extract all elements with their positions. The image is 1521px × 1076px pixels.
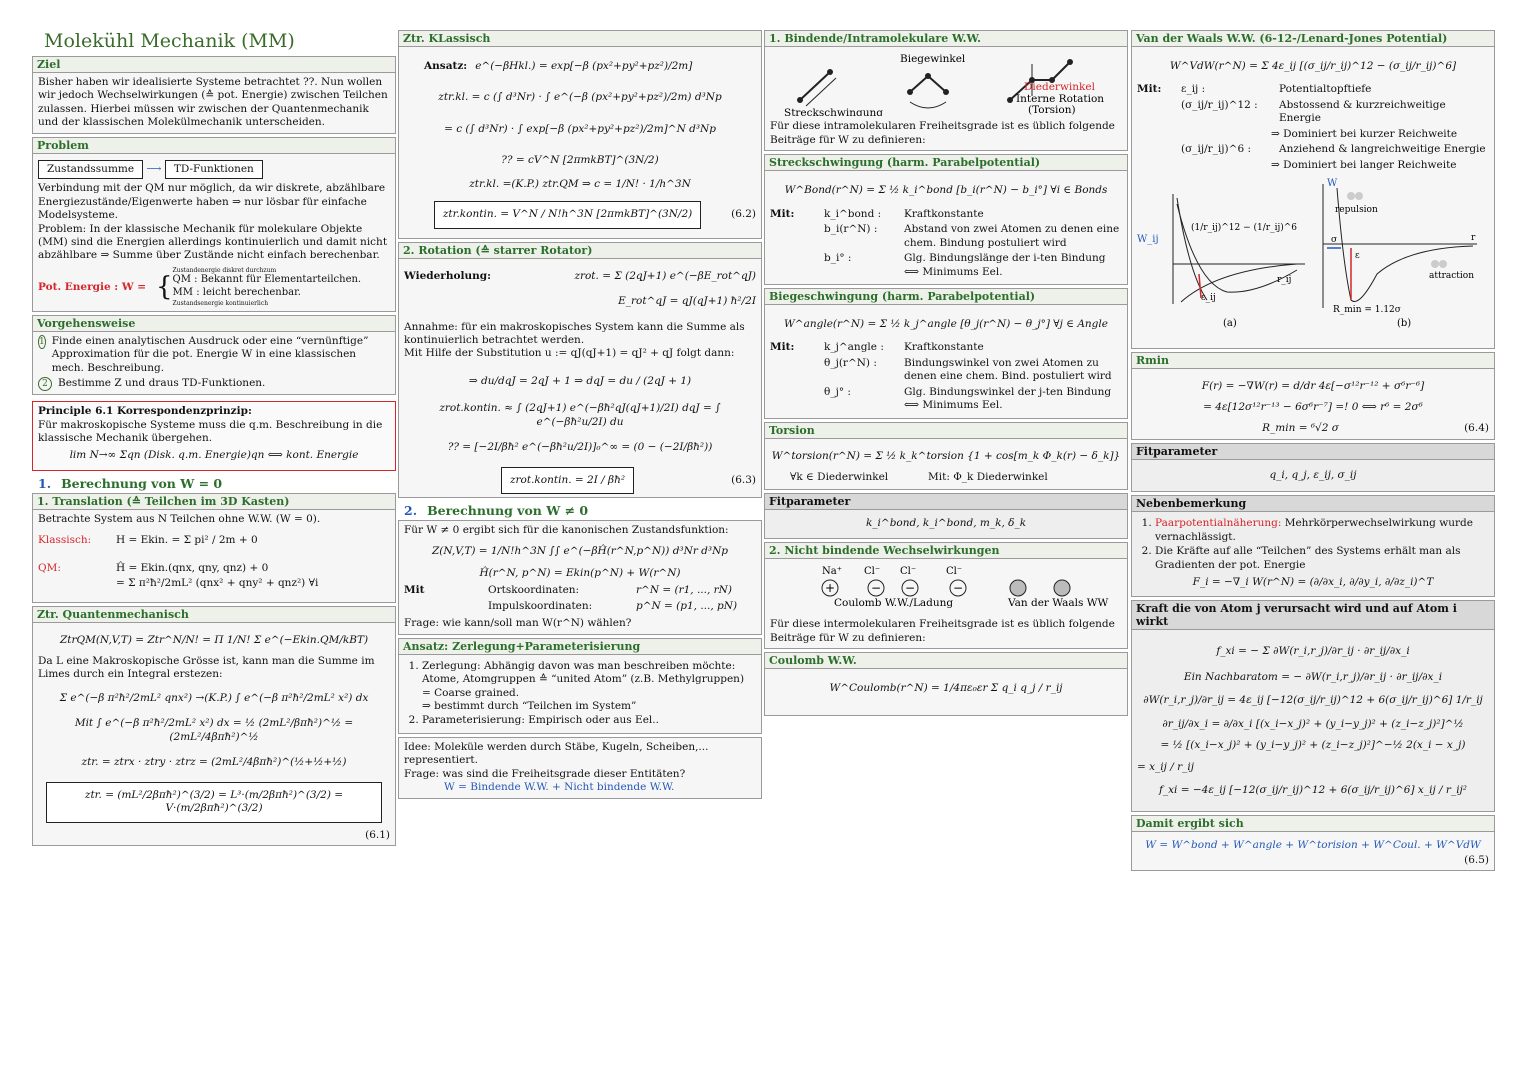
kraft-eq-6: = x_ij / r_ij [1137,760,1195,773]
plot-b-sigma-label: σ [1331,235,1338,246]
torsion-eq: W^torsion(r^N) = Σ ½ k_k^torsion {1 + cos[m_k Φ_k(r) − δ_k]} [771,449,1121,462]
plot-b [1323,178,1477,329]
plot-b-attraction-label: attraction [1429,271,1475,282]
w-nonzero-text: Für W ≠ 0 ergibt sich für die kanonischen Zustandsfunktion: [404,524,729,536]
vorg-step-1: Finde einen analytischen Ausdruck oder eine “vernünftige” Approximation für die pot. Energie W in eine klassischen mech. Beschreibung. [51,334,369,374]
fitparameter-3-eq: k_i^bond, k_i^bond, m_k, δ_k [865,517,1027,530]
streck-mit: Mit: [770,207,795,220]
mit-label: Mit [404,584,425,597]
kraft-eq-1: f_xi = − Σ ∂W(r_i,r_j)/∂r_ij · ∂r_ij/∂x_i [1216,645,1410,658]
torsion-forall: ∀k ∈ Diederwinkel [790,471,889,483]
stretch-diagram [797,69,836,106]
biege-k-label: k_j^angle : [824,341,884,354]
annahme-text: Annahme: für ein makroskopisches System kann die Summe als kontinuierlich betrachtet werden. [404,320,745,346]
kraft-eq-2: Ein Nachbaratom = − ∂W(r_i,r_j)/∂r_ij · ∂r_ij/∂x_i [1183,670,1443,683]
bindende-box [764,30,1128,151]
intern-rot-label: Interne Rotation [1016,93,1105,105]
torsion-header: Torsion [765,423,1127,439]
rmin-box [1131,352,1495,440]
cl-label-2: Cl⁻ [900,565,917,577]
plot-a-w-label: W_ij [1137,234,1159,246]
damit-eq: W = W^bond + W^angle + W^torision + W^Coul. + W^VdW [1145,838,1481,851]
td-funktionen-box: TD-Funktionen [165,160,263,179]
biege-header: Biegeschwingung (harm. Parabelpotential) [765,289,1127,305]
klassisch-label: Klassisch: [38,534,92,547]
vdw-header: Van der Waals W.W. (6-12-/Lenard-Jones Potential) [1132,31,1494,47]
pot-mm: MM : leicht berechenbar. [172,287,301,299]
s12-label: (σ_ij/r_ij)^12 : [1181,98,1258,111]
equation-number-6-1: (6.1) [365,828,390,841]
column-4 [1131,30,1495,874]
principle-text: Für makroskopische Systeme muss die q.m. Beschreibung in die klassische Mechanik übergehen. [38,418,383,444]
klassisch-eq: H = Ekin. = Σ pi² / 2m + 0 [116,534,258,547]
translation-text: Betrachte System aus N Teilchen ohne W.W. (W = 0). [38,512,321,525]
kraft-eq-3: ∂W(r_i,r_j)/∂r_ij = 4ε_ij [−12(σ_ij/r_ij)^12 + 6(σ_ij/r_ij)^6] 1/r_ij [1143,694,1483,707]
step-2-icon: 2 [38,377,52,391]
biegewinkel-label: Biegewinkel [900,53,966,65]
ztr-qm-eq: ZtrQM(N,V,T) = Ztr^N/N! = Π 1/N! Σ e^(−Ekin.QM/kBT) [59,633,369,646]
ztr-klassisch-box [398,30,762,239]
rmin-eq-1: F(r) = −∇W(r) = d/dr 4ε[−σ¹²r⁻¹² + σ⁶r⁻⁶] [1201,379,1425,392]
torsion-box [764,422,1128,491]
pot-qm: QM : Bekannt für Elementarteilchen. [172,274,362,286]
column-2 [398,30,762,802]
kraft-eq-4: ∂r_ij/∂x_i = ∂/∂x_i [(x_i−x_j)² + (y_i−y_j)² + (z_i−z_j)²]^½ [1162,717,1464,730]
s12-text-2: ⇒ Dominiert bei kurzer Reichweite [1271,127,1458,140]
qm-eq-2: = Σ π²ħ²/2mL² (qnx² + qny² + qnz²) ∀i [116,577,319,590]
biege-eq: W^angle(r^N) = Σ ½ k_j^angle [θ_j(r^N) − θ_j°] ∀j ∈ Angle [784,317,1108,330]
problem-box [32,137,396,312]
streck-eq: W^Bond(r^N) = Σ ½ k_i^bond [b_i(r^N) − b_i°] ∀i ∈ Bonds [784,184,1108,197]
column-1 [32,56,396,849]
ztr-qm-eq-4: ztr. = ztrx · ztry · ztrz = (2mL²/4βπħ²)^(½+½+½) [81,756,347,769]
streck-label: Streckschwingung [784,107,883,116]
streck-header: Streckschwingung (harm. Parabelpotential) [765,155,1127,171]
page-title: Molekühl Mechanik (MM) [44,30,295,52]
dieder-label: Diederwinkel [1024,81,1095,93]
kraft-eq-5: = ½ [(x_i−x_j)² + (y_i−y_j)² + (z_i−z_j)²]^−½ 2(x_i − x_j) [1160,739,1466,752]
vdw-ww-label: Van der Waals WW [1008,596,1109,609]
zkl-eq-4: ztr.kl. =(K.P.) ztr.QM ⇒ c = 1/N! · 1/h^3N [469,177,691,190]
streck-b0-text: Glg. Bindungslänge der i-ten Bindung ⟺ Minimums Eel. [904,252,1106,278]
vdw-mit: Mit: [1137,83,1162,96]
coulomb-eq: W^Coulomb(r^N) = 1/4πε₀εr Σ q_i q_j / r_ij [829,682,1063,695]
equation-number-6-4: (6.4) [1464,422,1489,435]
damit-header: Damit ergibt sich [1132,816,1494,832]
arrow-icon: ⟶ [146,162,162,175]
coulomb-box [764,652,1128,715]
fitparameter-4-eq: q_i, q_j, ε_ij, σ_ij [1269,468,1357,481]
s12-text: Abstossend & kurzreichweitige Energie [1279,98,1446,125]
w-nonzero-eq-1: Z(N,V,T) = 1/N!h^3N ∫∫ e^(−βĤ(r^N,p^N)) d³Nr d³Np [431,545,729,558]
frage-2-answer: W = Bindende W.W. + Nicht bindende W.W. [444,781,675,794]
zerlegung-item-1: 1. Zerlegung: Abhängig davon was man beschreiben möchte: Atome, Atomgruppen ≙ “united Atom” (z.B. Methylgruppen) = Coarse grained. ⇒ bestimmt durch “Teilchen im System” [422,660,756,714]
vdw-box [1131,30,1495,349]
nebenbemerkung-header: Nebenbemerkung [1132,496,1494,512]
zkl-result-box: ztr.kontin. = V^N / N!h^3N [2πmkBT]^(3N/2) [434,201,701,228]
w-nonzero-eq-2: Ĥ(r^N, p^N) = Ekin(p^N) + W(r^N) [479,566,681,579]
plot-b-rmin-label: R_min = 1.12σ [1333,305,1401,316]
w-nonzero-box [398,520,762,635]
streck-k-text: Kraftkonstante [904,207,984,220]
torsion-paren-label: (Torsion) [1028,104,1076,116]
streck-b-text: Abstand von zwei Atomen zu denen eine chem. Bindung postuliert wird [904,223,1120,249]
ztr-qm-header: Ztr. Quantenmechanisch [33,607,395,623]
damit-box [1131,815,1495,872]
qm-label: QM: [38,561,61,574]
bond-diagram [770,50,1122,116]
rot-eq-5: ?? = [−2I/βħ² e^(−βħ²u/2I)]₀^∞ = (0 − (−2I/βħ²)) [447,441,713,454]
plot-a-formula: (1/r_ij)^12 − (1/r_ij)^6 [1191,223,1298,234]
zkl-eq-1: ztr.kl. = c (∫ d³Nr) · ∫ e^(−β (px²+py²+pz²)/2m) d³Np [438,91,722,104]
biege-theta-text: Bindungswinkel von zwei Atomen zu denen eine chem. Bind. postuliert wird [904,356,1112,383]
biege-theta0-label: θ_j° : [824,385,851,398]
biege-theta0-text: Glg. Bindungswinkel der j-ten Bindung ⟺ Minimums Eel. [904,385,1112,412]
biege-box [764,288,1128,419]
plot-a-eps-label: ε_ij [1201,293,1216,304]
kraft-eq-7: f_xi = −4ε_ij [−12(σ_ij/r_ij)^12 + 6(σ_ij/r_ij)^6] x_ij / r_ij² [1158,784,1468,797]
coulomb-header: Coulomb W.W. [765,653,1127,669]
pot-small-1: Zustandenergie diskret durchzum [172,266,277,274]
equation-number-6-3: (6.3) [731,473,756,486]
ztr-qm-box [32,606,396,846]
plot-a-caption: (a) [1223,318,1237,330]
ztr-klassisch-header: Ztr. KLassisch [399,31,761,47]
zerlegung-item-2: 2. Parameterisierung: Empirisch oder aus Eel.. [422,714,756,727]
biege-k-text: Kraftkonstante [904,341,984,354]
translation-header: 1. Translation (≙ Teilchen im 3D Kasten) [33,494,395,510]
vdw-eq: W^VdW(r^N) = Σ 4ε_ij [(σ_ij/r_ij)^12 − (σ_ij/r_ij)^6] [1169,60,1457,72]
vdw-atom-icon-2 [1054,580,1070,596]
svg-text:−: − [953,580,964,595]
kraft-header: Kraft die von Atom j verursacht wird und auf Atom i wirkt [1132,601,1494,630]
qm-eq-1: Ĥ = Ekin.(qnx, qny, qnz) + 0 [116,561,269,574]
eps-text: Potentialtopftiefe [1279,83,1372,96]
nicht-bindende-text: Für diese intermolekularen Freiheitsgrade ist es üblich folgende Beiträge für W zu definieren: [770,618,1115,644]
neben-item-2: 2. Die Kräfte auf alle “Teilchen” des Systems erhält man als Gradienten der pot. Energie [1155,545,1489,572]
streck-k-label: k_i^bond : [824,207,882,220]
rot-eq-4: zrot.kontin. ≈ ∫ (2qJ+1) e^(−βħ²qJ(qJ+1)/2I) dqJ = ∫ e^(−βħ²u/2I) du [439,402,721,428]
rmin-header: Rmin [1132,353,1494,369]
rmin-eq-2: = 4ε[12σ¹²r⁻¹³ − 6σ⁶r⁻⁷] =! 0 ⟺ r⁶ = 2σ⁶ [1203,400,1423,413]
kraft-box [1131,600,1495,811]
impulskoordinaten-label: Impulskoordinaten: [488,599,593,612]
s6-label: (σ_ij/r_ij)^6 : [1181,143,1251,156]
translation-box [32,493,396,603]
bindende-header: 1. Bindende/Intramolekulare W.W. [765,31,1127,47]
ortskoordinaten-label: Ortskoordinaten: [488,584,580,597]
ziel-box [32,56,396,134]
streck-b-label: b_i(r^N) : [824,223,878,236]
problem-header: Problem [33,138,395,154]
cl-label-3: Cl⁻ [946,565,963,577]
lj-potential-plots [1137,174,1489,340]
ztr-qm-eq-2: Σ e^(−β π²ħ²/2mL² qnx²) →(K.P.) ∫ e^(−β π²ħ²/2mL² x²) dx [59,691,369,704]
svg-text:−: − [905,580,916,595]
equation-number-6-2: (6.2) [731,208,756,221]
eps-label: ε_ij : [1181,83,1206,96]
plot-a [1137,194,1305,329]
ansatz-label: Ansatz: [424,60,468,72]
brace-icon: { [156,272,173,303]
zkl-eq-2: = c (∫ d³Nr) · ∫ exp[−β (px²+py²+pz²)/2m]^N d³Np [444,122,716,135]
nicht-bindende-box [764,542,1128,649]
rotation-box [398,242,762,498]
s6-text-2: ⇒ Dominiert bei langer Reichweite [1271,158,1457,171]
frage-text: Frage: wie kann/soll man W(r^N) wählen? [404,617,632,630]
na-label: Na⁺ [822,565,842,577]
plot-b-caption: (b) [1397,318,1412,330]
vorg-step-2: Bestimme Z und draus TD-Funktionen. [58,377,266,390]
svg-text:−: − [871,580,882,595]
biege-theta-label: θ_j(r^N) : [824,356,877,369]
ziel-text: Bisher haben wir idealisierte Systeme betrachtet ??. Nun wollen wir jedoch Wechselwirkungen (≙ pot. Energie) zwischen Teilchen zulassen. Hierbei müssen wir zwischen der Quantenmechanik und der klassischen Molekülmechanik unterscheiden. [38,76,388,129]
ziel-header: Ziel [33,57,395,73]
step-1-icon: 1 [39,336,45,347]
biege-mit: Mit: [770,341,795,354]
vorgehensweise-box [32,315,396,395]
coulomb-ladung-label: Coulomb W.W./Ladung [834,596,954,609]
streck-b0-label: b_i° : [824,252,852,265]
plot-b-repulsion-label: repulsion [1335,205,1378,216]
problem-text-1: Verbindung mit der QM nur möglich, da wir diskrete, abzählbare Energiezustände/Eigenwerte haben ⇒ nur lösbar für einfache Modelsysteme. [38,182,386,222]
ortskoordinaten-eq: r^N = (r1, ..., rN) [636,584,732,597]
nebenbemerkung-box [1131,495,1495,597]
fitparameter-3-header: Fitparameter [765,494,1127,510]
pot-small-2: Zustandsenergie kontinuierlich [172,300,269,308]
wiederholung-label: Wiederholung: [404,269,491,282]
rot-eq-1: zrot. = Σ (2qJ+1) e^(−βE_rot^qJ) [574,269,756,282]
principle-box [32,401,396,471]
fitparameter-3-box [764,493,1128,538]
problem-text-2: Problem: In der klassische Mechanik für molekulare Objekte (MM) sind die Energien allerdings kontinuierlich und damit nicht abzählbare ⇒ Summe über Zustände nicht einfach berechenbar. [38,222,388,262]
impulskoordinaten-eq: p^N = (p1, ..., pN) [636,599,738,612]
zerlegung-header: Ansatz: Zerlegung+Parameterisierung [399,639,761,655]
ansatz-eq: e^(−βHkl.) = exp[−β (px²+py²+pz²)/2m] [475,60,693,72]
pot-energy-label: Pot. Energie : W = [38,280,147,293]
zerlegung-box [398,638,762,734]
zkl-eq-3: ?? = cV^N [2πmkBT]^(3N/2) [501,154,659,167]
ztr-qm-result-box: ztr. = (mL²/2βπħ²)^(3/2) = L³·(m/2βπħ²)^(3/2) = V·(m/2βπħ²)^(3/2) [46,782,382,823]
vdw-atom-icon-1 [1010,580,1026,596]
rot-eq-3: ⇒ du/dqJ = 2qJ + 1 ⇒ dqJ = du / (2qJ + 1) [468,374,692,387]
ztr-qm-text: Da L eine Makroskopische Grösse ist, kann man die Summe im Limes durch ein Integral erstezen: [38,655,375,681]
bend-diagram [907,73,949,108]
plot-b-w-label: W [1327,178,1338,190]
svg-text:+: + [825,580,836,595]
principle-eq: lim N→∞ Σqn (Disk. q.m. Energie)qn ⟺ kont. Energie [69,449,359,462]
nicht-bindende-header: 2. Nicht bindende Wechselwirkungen [765,543,1127,559]
plot-b-eps-label: ε [1355,251,1360,262]
neben-eq: F_i = −∇_i W(r^N) = (∂/∂x_i, ∂/∂y_i, ∂/∂z_i)^T [1192,576,1434,588]
section-2-heading: 2. Berechnung von W ≠ 0 [404,503,589,518]
plot-b-r-label: r [1471,233,1476,244]
plot-a-r-label: r_ij [1277,275,1292,286]
rot-result-box: zrot.kontin. = 2I / βħ² [501,467,634,494]
substitution-text: Mit Hilfe der Substitution u := qJ(qJ+1) = qJ² + qJ folgt dann: [404,347,735,360]
vorgehensweise-header: Vorgehensweise [33,316,395,332]
streck-box [764,154,1128,285]
zustandssumme-box: Zustandssumme [38,160,143,179]
torsion-mit: Mit: Φ_k Diederwinkel [928,471,1048,483]
ztr-qm-eq-3: Mit ∫ e^(−β π²ħ²/2mL² x²) dx = ½ (2mL²/βπħ²)^½ = (2mL²/4βπħ²)^½ [74,717,354,743]
ion-diagram [770,562,1122,614]
frage-2-text: Frage: was sind die Freiheitsgrade dieser Entitäten? [404,767,686,780]
equation-number-6-5: (6.5) [1464,853,1489,866]
column-3 [764,30,1128,719]
fitparameter-4-header: Fitparameter [1132,444,1494,460]
idee-box [398,737,762,799]
rotation-header: 2. Rotation (≙ starrer Rotator) [399,243,761,259]
neben-item-1: 1. Paarpotentialnäherung: Mehrkörperwechselwirkung wurde vernachlässigt. [1155,517,1489,544]
fitparameter-4-box [1131,443,1495,492]
principle-header: Principle 6.1 Korrespondenzprinzip: [38,405,252,418]
section-1-heading: 1. Berechnung von W = 0 [38,475,223,491]
cl-label-1: Cl⁻ [864,565,881,577]
rmin-eq-3: R_min = ⁶√2 σ [1262,422,1339,435]
s6-text: Anziehend & langreichweitige Energie [1279,143,1486,156]
bindende-text: Für diese intramolekularen Freiheitsgrade ist es üblich folgende Beiträge für W zu definieren: [770,120,1115,146]
idee-text: Idee: Moleküle werden durch Stäbe, Kugeln, Scheiben,... representiert. [404,740,709,767]
rot-eq-2: E_rot^qJ = qJ(qJ+1) ħ²/2I [618,295,756,308]
